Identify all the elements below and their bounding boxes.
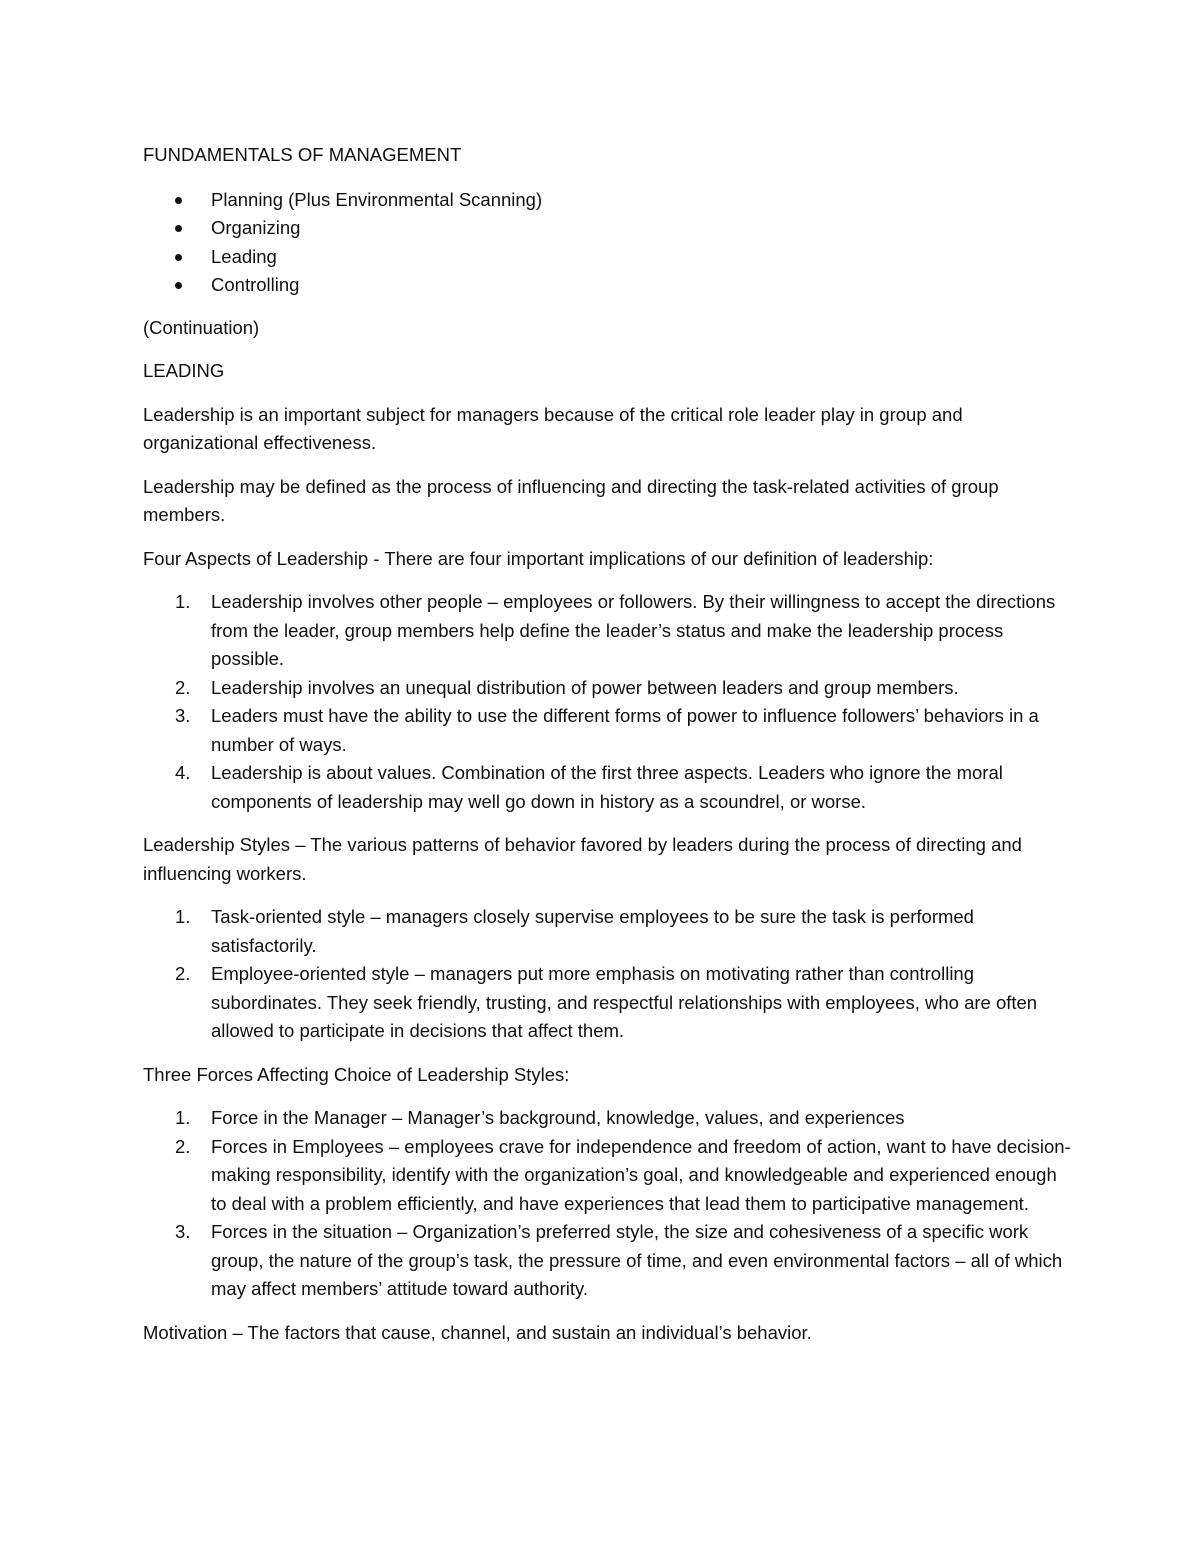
style-item: 1. Task-oriented style – managers closely supervise employees to be sure the task is performed satisfactorily. <box>175 906 974 956</box>
aspect-item: 2. Leadership involves an unequal distribution of power between leaders and group members. <box>175 676 959 698</box>
paragraph-leadership-styles: Leadership Styles – The various patterns of behavior favored by leaders during the process of directing and influencing workers. <box>143 834 1022 884</box>
management-functions-list <box>143 186 1073 300</box>
force-item: 2. Forces in Employees – employees crave for independence and freedom of action, want to have decision-making responsibility, identify with the organization’s goal, and knowledgeable and experienced enough to deal with a problem efficiently, and have experiences that lead them to participative management. <box>175 1135 1071 1214</box>
style-item: 2. Employee-oriented style – managers put more emphasis on motivating rather than controlling subordinates. They seek friendly, trusting, and respectful relationships with employees, who are often allowed to participate in decisions that affect them. <box>175 963 1038 1041</box>
bullet-icon <box>175 282 182 289</box>
paragraph-four-aspects-intro: Four Aspects of Leadership - There are four important implications of our definition of leadership: <box>143 547 934 569</box>
aspects-list <box>143 588 1073 816</box>
bullet-icon <box>175 197 182 204</box>
section-heading: LEADING <box>143 360 225 381</box>
paragraph-motivation: Motivation – The factors that cause, channel, and sustain an individual’s behavior. <box>143 1321 812 1343</box>
bullet-icon <box>175 225 182 232</box>
aspect-item: 3. Leaders must have the ability to use the different forms of power to influence followers’ behaviors in a number of ways. <box>175 705 1039 755</box>
aspect-item: 4. Leadership is about values. Combination of the first three aspects. Leaders who ignore the moral components of leadership may well go down in history as a scoundrel, or worse. <box>175 762 1003 812</box>
paragraph-leadership-definition: Leadership may be defined as the process of influencing and directing the task-related activities of group members. <box>143 475 999 525</box>
continuation-note: (Continuation) <box>143 316 260 338</box>
paragraph-leadership-importance: Leadership is an important subject for managers because of the critical role leader play in group and organizational effectiveness. <box>143 403 963 453</box>
bullet-icon <box>175 254 182 261</box>
function-item: Controlling <box>143 271 1073 300</box>
function-item: Organizing <box>143 214 1073 243</box>
document-body <box>143 141 1073 1362</box>
force-item: 3. Forces in the situation – Organization’s preferred style, the size and cohesiveness of a specific work group, the nature of the group’s task, the pressure of time, and even environmental factors – all of which may affect members’ attitude toward authority. <box>175 1221 1063 1299</box>
styles-list <box>143 903 1073 1046</box>
function-item: Leading <box>143 243 1073 272</box>
document-title: FUNDAMENTALS OF MANAGEMENT <box>143 144 462 165</box>
aspect-item: 1. Leadership involves other people – employees or followers. By their willingness to accept the directions from the leader, group members help define the leader’s status and make the leadership process possible. <box>175 591 1056 669</box>
function-item: Planning (Plus Environmental Scanning) <box>143 186 1073 215</box>
force-item: 1. Force in the Manager – Manager’s background, knowledge, values, and experiences <box>175 1107 905 1128</box>
paragraph-three-forces: Three Forces Affecting Choice of Leadership Styles: <box>143 1063 570 1085</box>
forces-list <box>143 1104 1073 1304</box>
